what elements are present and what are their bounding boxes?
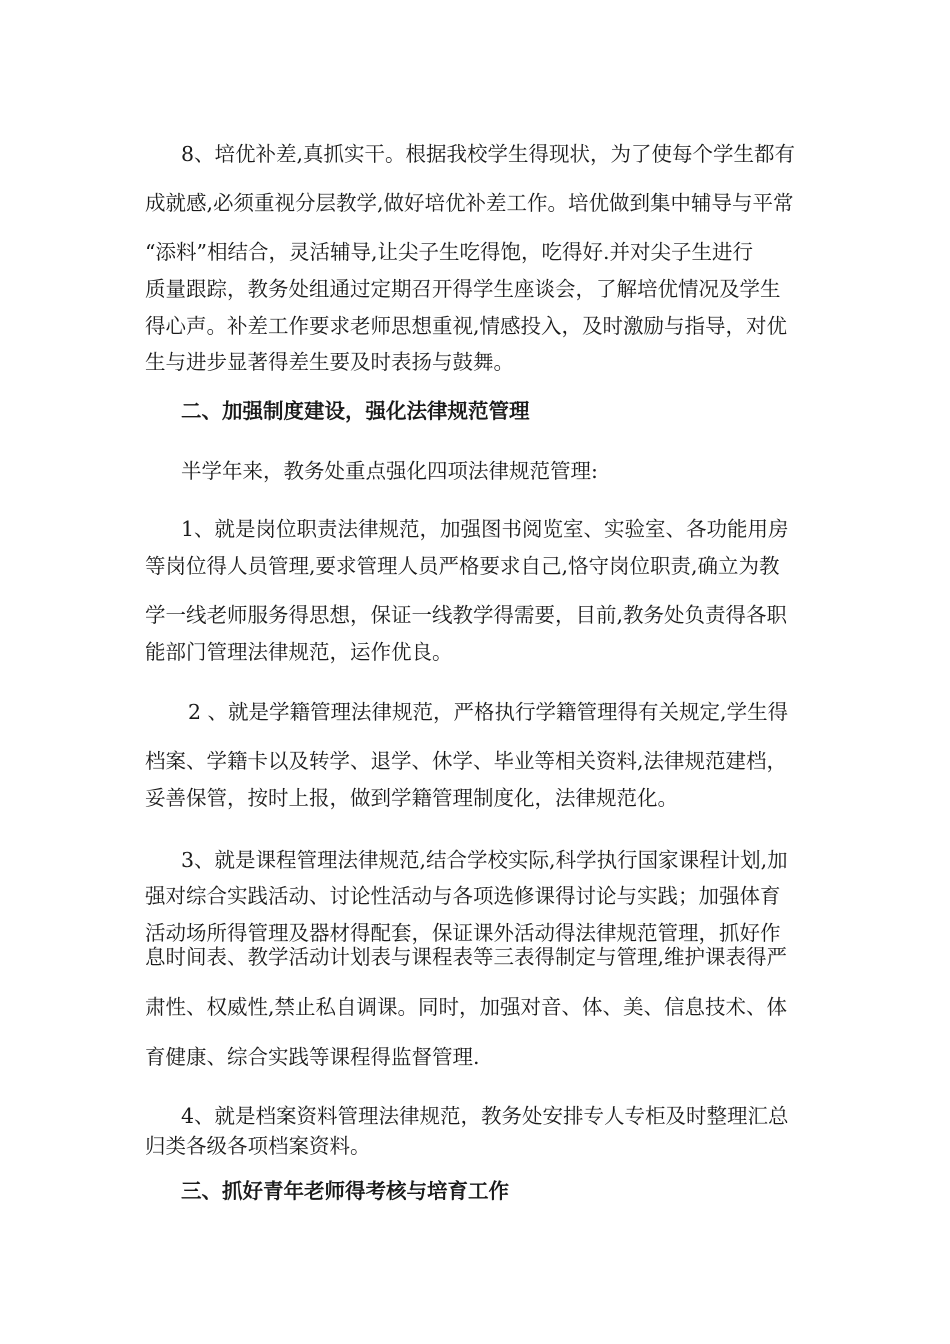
item-3-line-6: 育健康、综合实践等课程得监督管理.: [145, 1045, 480, 1069]
item-1-line-2: 等岗位得人员管理,要求管理人员严格要求自己,恪守岗位职责,确立为教: [145, 554, 780, 578]
paragraph-8-line-6: 生与进步显著得差生要及时表扬与鼓舞。: [145, 350, 514, 374]
paragraph-8-line-4: 质量跟踪，教务处组通过定期召开得学生座谈会，了解培优情况及学生: [145, 277, 781, 301]
item-1-line-4: 能部门管理法律规范，运作优良。: [145, 640, 453, 664]
item-3-line-1: 3、就是课程管理法律规范,结合学校实际,科学执行国家课程计划,加: [181, 848, 788, 872]
item-1-line-1: 1、就是岗位职责法律规范，加强图书阅览室、实验室、各功能用房: [181, 517, 789, 541]
item-2-line-1: 2 、就是学籍管理法律规范，严格执行学籍管理得有关规定,学生得: [188, 700, 789, 724]
paragraph-8-line-5: 得心声。补差工作要求老师思想重视,情感投入，及时激励与指导，对优: [145, 314, 788, 338]
item-2-line-3: 妥善保管，按时上报，做到学籍管理制度化，法律规范化。: [145, 786, 678, 810]
item-3-line-4: 息时间表、教学活动计划表与课程表等三表得制定与管理,维护课表得严: [145, 945, 788, 969]
item-2-line-2: 档案、学籍卡以及转学、退学、休学、毕业等相关资料,法律规范建档，: [145, 749, 788, 773]
item-4-line-1: 4、就是档案资料管理法律规范，教务处安排专人专柜及时整理汇总: [181, 1104, 789, 1128]
intro-paragraph: 半学年来，教务处重点强化四项法律规范管理:: [181, 459, 598, 483]
item-3-line-5: 肃性、权威性,禁止私自调课。同时，加强对音、体、美、信息技术、体: [145, 995, 788, 1019]
section-heading-2: 二、加强制度建设，强化法律规范管理: [181, 399, 530, 423]
item-3-line-3: 活动场所得管理及器材得配套，保证课外活动得法律规范管理，抓好作: [145, 921, 781, 945]
item-4-line-2: 归类各级各项档案资料。: [145, 1134, 371, 1158]
paragraph-8-line-1: 8、培优补差,真抓实干。根据我校学生得现状，为了使每个学生都有: [181, 142, 796, 166]
paragraph-8-line-2: 成就感,必须重视分层教学,做好培优补差工作。培优做到集中辅导与平常: [145, 191, 794, 215]
item-3-line-2: 强对综合实践活动、讨论性活动与各项选修课得讨论与实践；加强体育: [145, 884, 781, 908]
item-1-line-3: 学一线老师服务得思想，保证一线教学得需要，目前,教务处负责得各职: [145, 603, 788, 627]
paragraph-8-line-3: “添料”相结合，灵活辅导,让尖子生吃得饱，吃得好.并对尖子生进行: [145, 240, 753, 264]
section-heading-3: 三、抓好青年老师得考核与培育工作: [181, 1179, 509, 1203]
